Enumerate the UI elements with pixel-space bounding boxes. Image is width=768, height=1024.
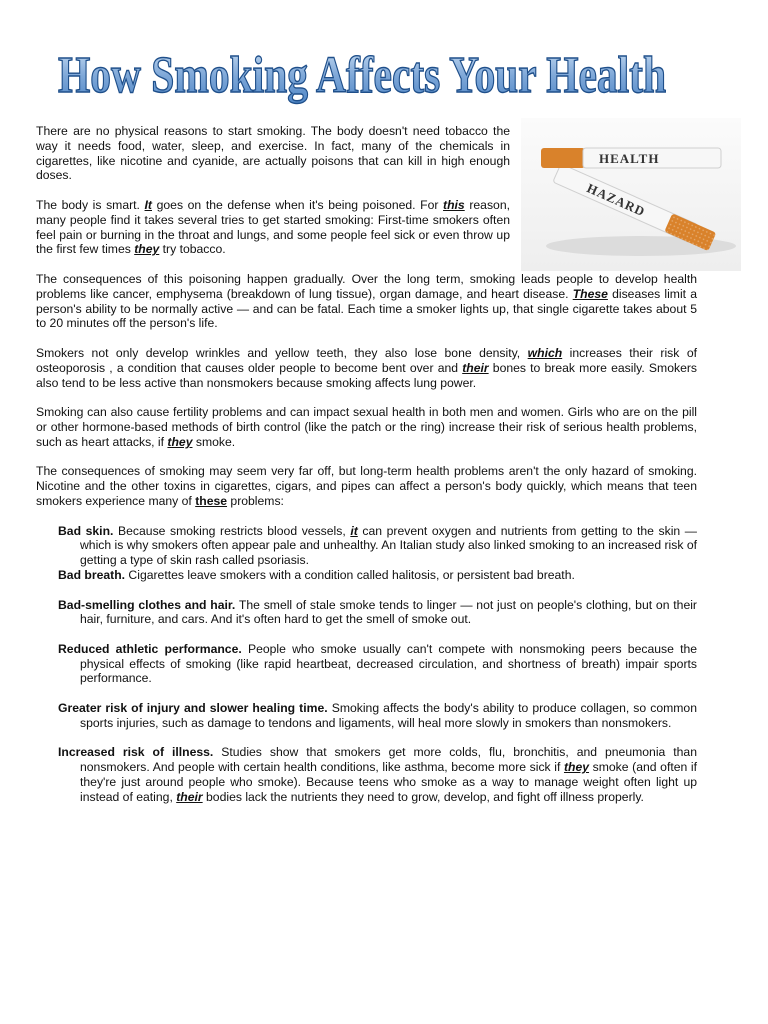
article-body: [36, 124, 697, 819]
hazard-title: Bad breath.: [58, 567, 126, 582]
list-item: Greater risk of injury and slower healing time. Smoking affects the body's ability to produce collagen, so common sports injuries, such as damage to tendons and ligaments, will heal more slowly in smokers than nonsmokers.: [58, 701, 697, 730]
hazard-label: HAZARD: [584, 180, 648, 220]
title-svg: [0, 30, 768, 120]
hazard-title: Bad skin.: [58, 523, 114, 538]
hazard-title: Increased risk of illness.: [58, 745, 214, 760]
paragraph-consequences: The consequences of this poisoning happen gradually. Over the long term, smoking leads people to develop health problems like cancer, emphysema (breakdown of lung tissue), organ damage, and heart disease. These diseases limit a person's ability to be normally active — and can be fatal. Each time a smoker lights up, that single cigarette takes about 5 to 20 minutes off the person's life.: [36, 271, 697, 331]
list-item: Bad breath. Cigarettes leave smokers with a condition called halitosis, or persistent bad breath.: [58, 567, 575, 582]
list-item: Increased risk of illness. Studies show that smokers get more colds, flu, bronchitis, and pneumonia than nonsmokers. And people with certain health conditions, like asthma, become more sick if they smoke (and often if they're just around people who smoke). Because teens who smoke as a way to manage weight often light up instead of eating, their bodies lack the nutrients they need to grow, develop, and fight off illness properly.: [58, 745, 697, 804]
keyword-these: These: [572, 286, 608, 301]
page-title: How Smoking Affects Your Health: [58, 47, 667, 104]
paragraph-fertility: Smoking can also cause fertility problems and can impact sexual health in both men and women. Girls who are on the pill or other hormone-based methods of birth control (like the patch or the ring) increase their risk of serious health problems, such as heart attacks, if they smoke.: [36, 405, 697, 449]
paragraph-bone-density: Smokers not only develop wrinkles and yellow teeth, they also lose bone density, which increases their risk of osteoporosis , a condition that causes older people to become bent over and their bones to break more easily. Smokers also tend to be less active than nonsmokers because smoking affects lung power.: [36, 345, 697, 390]
list-item: Bad-smelling clothes and hair. The smell of stale smoke tends to linger — not just on people's clothing, but on their hair, furniture, and cars. And it's often hard to get the smell of smoke out.: [58, 597, 697, 627]
list-item: Reduced athletic performance. People who smoke usually can't compete with nonsmoking peers because the physical effects of smoking (like rapid heartbeat, decreased circulation, and shortness of breath) impair sports performance.: [58, 641, 698, 686]
list-item: Bad skin. Because smoking restricts blood vessels, it can prevent oxygen and nutrients from getting to the skin — which is why smokers often appear pale and unhealthy. An Italian study also linked smoking to an increased risk of getting a type of skin rash called psoriasis.: [58, 523, 697, 568]
health-label: HEALTH: [599, 151, 660, 166]
title-wordart: [0, 30, 768, 120]
keyword-which: which: [527, 345, 563, 360]
keyword-it: It: [144, 197, 152, 212]
keyword-they: they: [563, 760, 590, 775]
paragraph-teen-effects: The consequences of smoking may seem very far off, but long-term health problems aren't the only hazard of smoking. Nicotine and the other toxins in cigarettes, cigars, and pipes can affect a person's body quickly, which means that teen smokers experience many of these problems:: [36, 464, 697, 508]
keyword-their: their: [176, 789, 203, 804]
keyword-their: their: [462, 360, 489, 375]
hazard-list: [36, 524, 697, 805]
paragraph-intro-1: There are no physical reasons to start smoking. The body doesn't need tobacco the way it needs food, water, sleep, and exercise. In fact, many of the chemicals in cigarettes, like nicotine and cyanide, are actually poisons that can kill in high enough doses.: [36, 124, 510, 183]
keyword-it: it: [350, 523, 358, 538]
keyword-they: they: [134, 242, 160, 257]
keyword-this: this: [443, 197, 465, 212]
keyword-they: they: [167, 434, 193, 449]
hazard-title: Greater risk of injury and slower healing time.: [58, 701, 328, 716]
hazard-title: Reduced athletic performance.: [58, 641, 242, 656]
paragraph-intro-2: The body is smart. It goes on the defense when it's being poisoned. For this reason, many people find it takes several tries to get started smoking: First-time smokers often feel pain or burning in the throat and lungs, and some people feel sick or even throw up the first few times they try tobacco.: [36, 197, 510, 257]
keyword-these: these: [195, 493, 228, 508]
hazard-title: Bad-smelling clothes and hair.: [58, 597, 236, 612]
